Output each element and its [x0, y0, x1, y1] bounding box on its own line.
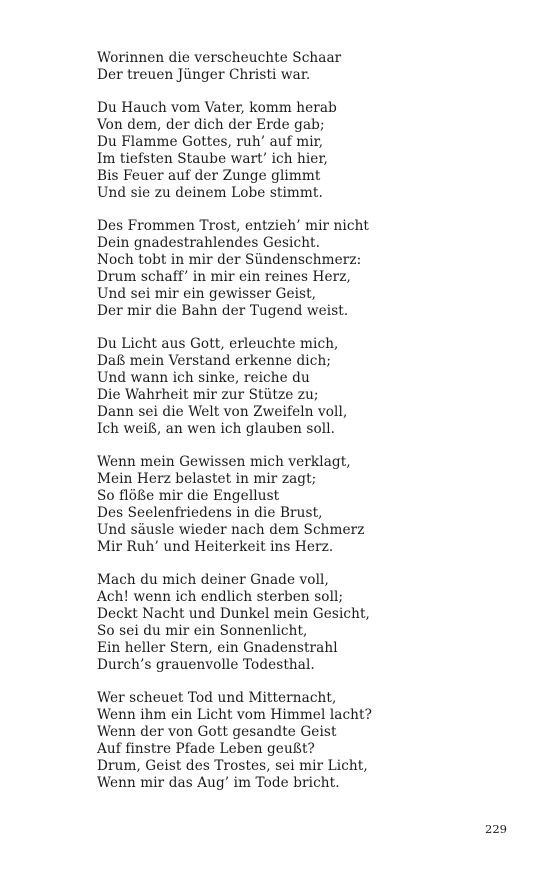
poem-line: Bis Feuer auf der Zunge glimmt	[97, 168, 321, 184]
poem-line: Mach du mich deiner Gnade voll,	[97, 572, 329, 588]
poem-line: Wer scheuet Tod und Mitternacht,	[97, 690, 337, 706]
poem-line: Auf finstre Pfade Leben geußt?	[97, 741, 315, 757]
poem-line: Und sie zu deinem Lobe stimmt.	[97, 185, 323, 201]
poem-line: Noch tobt in mir der Sündenschmerz:	[97, 252, 362, 268]
poem-line: Worinnen die verscheuchte Schaar	[97, 50, 342, 66]
poem-line: Dein gnadestrahlendes Gesicht.	[97, 235, 321, 251]
poem-line: Durch’s grauenvolle Todesthal.	[97, 657, 315, 673]
poem-line: Du Hauch vom Vater, komm herab	[97, 100, 337, 116]
poem-line: Du Flamme Gottes, ruh’ auf mir,	[97, 134, 324, 150]
poem-line: Ich weiß, an wen ich glauben soll.	[97, 421, 336, 437]
stanza-2	[97, 100, 517, 202]
poem-line: Und wann ich sinke, reiche du	[97, 370, 310, 386]
poem-line: Mir Ruh’ und Heiterkeit ins Herz.	[97, 539, 334, 555]
poem-line: Dann sei die Welt von Zweifeln voll,	[97, 404, 348, 420]
poem-line: Wenn ihm ein Licht vom Himmel lacht?	[97, 707, 372, 723]
poem-line: Ach! wenn ich endlich sterben soll;	[97, 589, 344, 605]
stanza-6	[97, 572, 517, 674]
poem-line: Ein heller Stern, ein Gnadenstrahl	[97, 640, 338, 656]
poem-line: Von dem, der dich der Erde gab;	[97, 117, 325, 133]
poem-line: Wenn mir das Aug’ im Tode bricht.	[97, 775, 340, 791]
poem-line: Im tiefsten Staube wart’ ich hier,	[97, 151, 328, 167]
poem-text	[97, 50, 517, 808]
poem-line: Und sei mir ein gewisser Geist,	[97, 286, 317, 302]
poem-line: Der treuen Jünger Christi war.	[97, 67, 311, 83]
poem-line: Drum schaff’ in mir ein reines Herz,	[97, 269, 351, 285]
poem-line: Wenn der von Gott gesandte Geist	[97, 724, 337, 740]
poem-line: Des Seelenfriedens in die Brust,	[97, 505, 323, 521]
poem-line: So sei du mir ein Sonnenlicht,	[97, 623, 308, 639]
stanza-1	[97, 50, 517, 84]
poem-line: Drum, Geist des Trostes, sei mir Licht,	[97, 758, 368, 774]
poem-line: Daß mein Verstand erkenne dich;	[97, 353, 331, 369]
poem-line: Deckt Nacht und Dunkel mein Gesicht,	[97, 606, 370, 622]
stanza-7	[97, 690, 517, 792]
poem-line: Der mir die Bahn der Tugend weist.	[97, 303, 349, 319]
page-number: 229	[485, 822, 507, 836]
stanza-5	[97, 454, 517, 556]
poem-line: Und säusle wieder nach dem Schmerz	[97, 522, 365, 538]
stanza-3	[97, 218, 517, 320]
poem-line: So flöße mir die Engellust	[97, 488, 280, 504]
poem-line: Die Wahrheit mir zur Stütze zu;	[97, 387, 319, 403]
poem-line: Des Frommen Trost, entzieh’ mir nicht	[97, 218, 369, 234]
poem-line: Wenn mein Gewissen mich verklagt,	[97, 454, 351, 470]
poem-line: Mein Herz belastet in mir zagt;	[97, 471, 317, 487]
poem-line: Du Licht aus Gott, erleuchte mich,	[97, 336, 339, 352]
stanza-4	[97, 336, 517, 438]
